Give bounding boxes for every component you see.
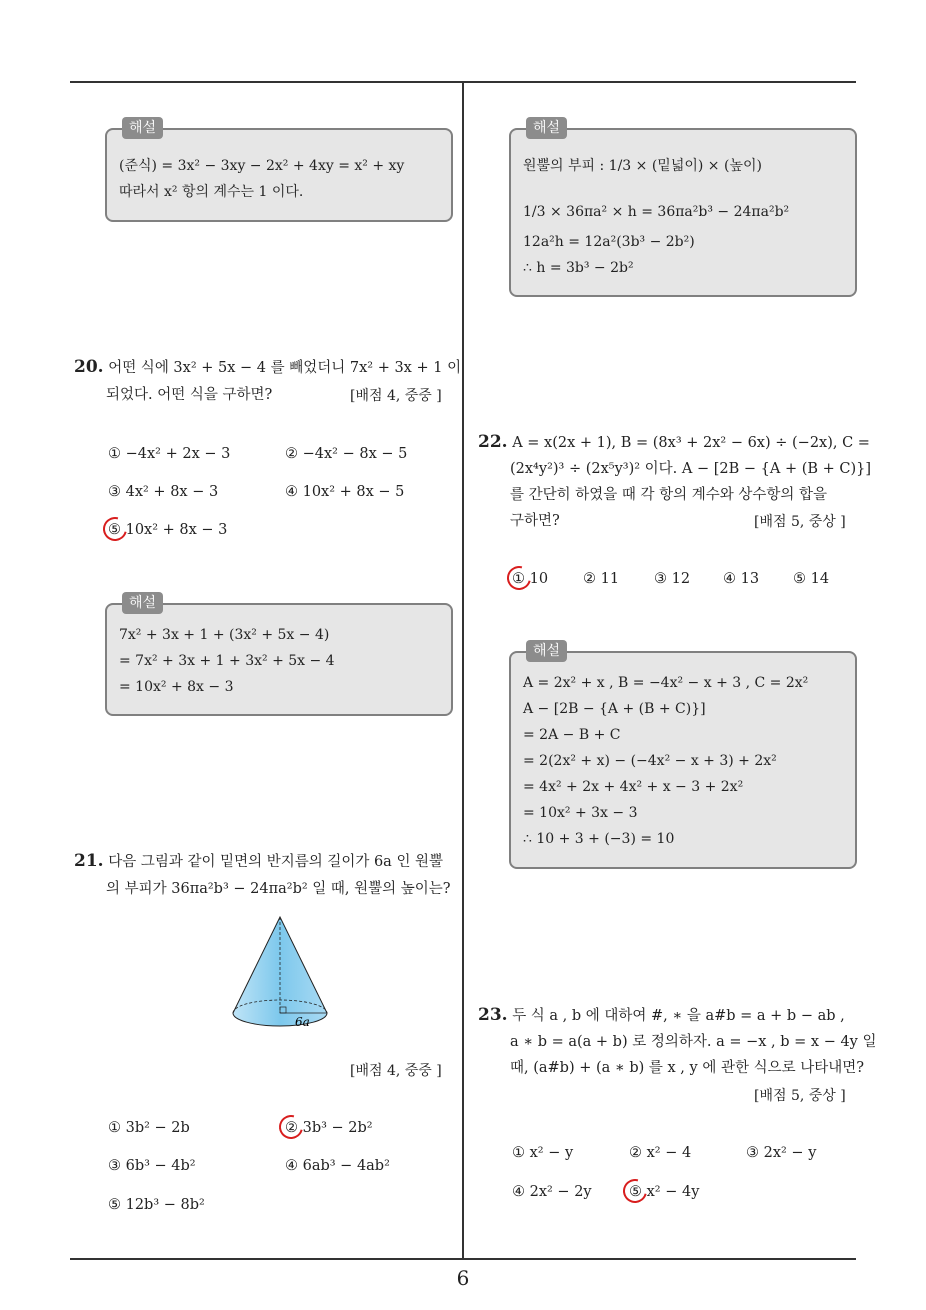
- choice-4[interactable]: ④ 2x² − 2y: [512, 1184, 592, 1200]
- choice-5[interactable]: ⑤ x² − 4y: [629, 1184, 700, 1200]
- question-text: 때, (a#b) + (a ∗ b) 를 x , y 에 관한 식으로 나타내면?: [510, 1060, 864, 1076]
- solution-line: = 2A − B + C: [523, 727, 621, 743]
- q22-solution-box: [509, 643, 857, 869]
- choice-3[interactable]: ③ 6b³ − 4b²: [108, 1158, 196, 1174]
- score-label: [배점 5, 중상 ]: [754, 1088, 846, 1104]
- solution-line: = 2(2x² + x) − (−4x² − x + 3) + 2x²: [523, 753, 777, 769]
- radius-label: 6a: [295, 1015, 310, 1029]
- choice-3[interactable]: ③ 2x² − y: [746, 1145, 817, 1161]
- question-number: 21.: [74, 851, 104, 871]
- solution-line: A = 2x² + x , B = −4x² − x + 3 , C = 2x²: [523, 675, 809, 691]
- q20-solution-box: [105, 595, 453, 716]
- column-divider: [462, 83, 464, 1259]
- question-text: 되었다. 어떤 식을 구하면?: [106, 387, 273, 403]
- solution-tag: 해설: [122, 117, 163, 139]
- score-label: [배점 4, 중중 ]: [350, 388, 442, 404]
- solution-line: = 10x² + 8x − 3: [119, 679, 234, 695]
- question-text: (2x⁴y²)³ ÷ (2x⁵y³)² 이다. A − [2B − {A + (B + C)}]: [510, 461, 872, 477]
- choice-3[interactable]: ③ 4x² + 8x − 3: [108, 484, 219, 500]
- answer-mark-circle: [99, 513, 132, 546]
- solution-tag: 해설: [526, 640, 567, 662]
- solution-line: = 10x² + 3x − 3: [523, 805, 638, 821]
- score-label: [배점 5, 중상 ]: [754, 514, 846, 530]
- choice-5[interactable]: ⑤ 10x² + 8x − 3: [108, 522, 228, 538]
- solution-line: 따라서 x² 항의 계수는 1 이다.: [119, 184, 304, 200]
- question-text: a ∗ b = a(a + b) 로 정의하자. a = −x , b = x − 4y 일: [510, 1034, 877, 1050]
- solution-line: (준식) = 3x² − 3xy − 2x² + 4xy = x² + xy: [119, 158, 405, 174]
- question-text: A = x(2x + 1), B = (8x³ + 2x² − 6x) ÷ (−2x), C =: [512, 435, 870, 451]
- solution-line: ∴ 10 + 3 + (−3) = 10: [523, 831, 675, 847]
- choice-4[interactable]: ④ 13: [723, 571, 760, 587]
- solution-line: = 7x² + 3x + 1 + 3x² + 5x − 4: [119, 653, 335, 669]
- q21-solution-box: [509, 120, 857, 297]
- page-number: 6: [456, 1266, 470, 1290]
- choice-2[interactable]: ② −4x² − 8x − 5: [285, 446, 408, 462]
- q20-question: [74, 357, 461, 378]
- question-text: 구하면?: [510, 513, 560, 529]
- choice-5[interactable]: ⑤ 12b³ − 8b²: [108, 1197, 205, 1213]
- answer-mark-circle: [619, 1175, 652, 1208]
- cone-figure: [225, 912, 335, 1032]
- solution-line: 1/3 × 36πa² × h = 36πa²b³ − 24πa²b²: [523, 204, 790, 220]
- q19-solution-box: [105, 120, 453, 222]
- choice-2[interactable]: ② x² − 4: [629, 1145, 692, 1161]
- solution-line: 7x² + 3x + 1 + (3x² + 5x − 4): [119, 627, 330, 643]
- q22-question: [478, 432, 870, 453]
- q23-question: [478, 1005, 845, 1026]
- choice-1[interactable]: ① 10: [512, 571, 549, 587]
- choice-4[interactable]: ④ 10x² + 8x − 5: [285, 484, 405, 500]
- question-text: 다음 그림과 같이 밑면의 반지름의 길이가 6a 인 원뿔: [108, 854, 444, 870]
- answer-mark-circle: [275, 1111, 308, 1144]
- choice-2[interactable]: ② 3b³ − 2b²: [285, 1120, 373, 1136]
- solution-line: ∴ h = 3b³ − 2b²: [523, 260, 634, 276]
- answer-mark-circle: [503, 562, 536, 595]
- question-number: 22.: [478, 432, 508, 452]
- choice-4[interactable]: ④ 6ab³ − 4ab²: [285, 1158, 390, 1174]
- question-number: 23.: [478, 1005, 508, 1025]
- solution-tag: 해설: [526, 117, 567, 139]
- choice-1[interactable]: ① 3b² − 2b: [108, 1120, 190, 1136]
- choice-3[interactable]: ③ 12: [654, 571, 691, 587]
- choice-1[interactable]: ① −4x² + 2x − 3: [108, 446, 231, 462]
- choice-2[interactable]: ② 11: [583, 571, 620, 587]
- question-text: 두 식 a , b 에 대하여 #, ∗ 을 a#b = a + b − ab ,: [512, 1008, 845, 1024]
- question-text: 를 간단히 하였을 때 각 항의 계수와 상수항의 합을: [510, 487, 828, 503]
- question-number: 20.: [74, 357, 104, 377]
- solution-line: = 4x² + 2x + 4x² + x − 3 + 2x²: [523, 779, 744, 795]
- question-text: 의 부피가 36πa²b³ − 24πa²b² 일 때, 원뿔의 높이는?: [106, 881, 451, 897]
- solution-line: 원뿔의 부피 : 1/3 × (밑넓이) × (높이): [523, 158, 762, 174]
- solution-line: 12a²h = 12a²(3b³ − 2b²): [523, 234, 695, 250]
- solution-line: A − [2B − {A + (B + C)}]: [523, 701, 706, 717]
- q21-question: [74, 851, 443, 872]
- solution-tag: 해설: [122, 592, 163, 614]
- score-label: [배점 4, 중중 ]: [350, 1063, 442, 1079]
- choice-1[interactable]: ① x² − y: [512, 1145, 574, 1161]
- choice-5[interactable]: ⑤ 14: [793, 571, 830, 587]
- bottom-rule: [70, 1258, 856, 1260]
- question-text: 어떤 식에 3x² + 5x − 4 를 빼었더니 7x² + 3x + 1 이: [108, 360, 462, 376]
